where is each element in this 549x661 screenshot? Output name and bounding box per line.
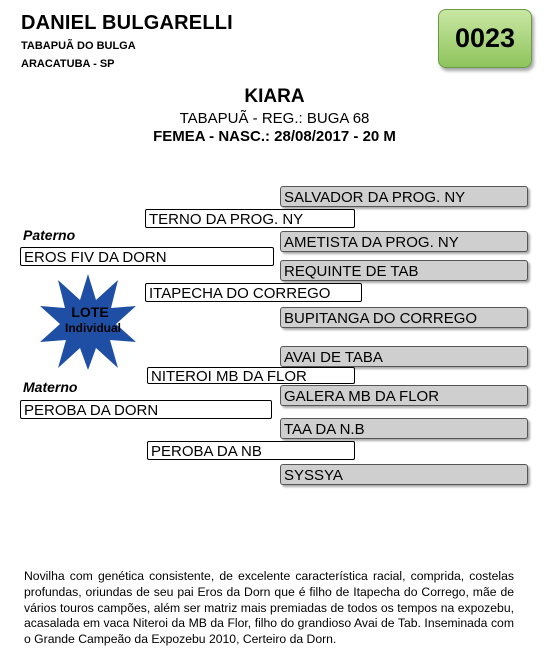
owner-city: ARACATUBA - SP <box>21 58 115 70</box>
lot-number-badge: 0023 <box>438 9 532 68</box>
dam-dam-box: PEROBA DA NB <box>147 441 355 460</box>
sire-sire-dam-box: AMETISTA DA PROG. NY <box>280 231 528 252</box>
paterno-label: Paterno <box>23 227 76 243</box>
dam-dam-sire-box: TAA DA N.B <box>280 418 528 439</box>
sire-box: EROS FIV DA DORN <box>20 247 274 266</box>
owner-name: DANIEL BULGARELLI <box>21 12 233 34</box>
badge-line1: LOTE <box>71 304 109 320</box>
sire-sire-box: TERNO DA PROG. NY <box>145 209 355 228</box>
animal-name: KIARA <box>244 86 305 107</box>
dam-sire-box: NITEROI MB DA FLOR <box>147 367 355 384</box>
badge-line2: Individual <box>64 321 122 335</box>
dam-box: PEROBA DA DORN <box>20 400 272 419</box>
lote-individual-star-badge <box>38 272 138 372</box>
animal-description: Novilha com genética consistente, de excelente característica racial, comprida, costelas profundas, oriundas de seu pai Eros da Dorn que é filho de Itapecha do Corrego, mãe de vários touros campões, além ser matriz mais premiadas de todos os tempos na expozebu, acasalada em vaca Niteroi da MB da Flor, filho do grandioso Avai de Tab. Inseminada com o Grande Campeão da Expozebu 2010, Certeiro da Dorn. <box>24 569 514 647</box>
sire-sire-sire-box: SALVADOR DA PROG. NY <box>280 186 528 207</box>
sire-dam-sire-box: REQUINTE DE TAB <box>280 260 528 281</box>
materno-label: Materno <box>23 379 78 395</box>
dam-sire-dam-box: GALERA MB DA FLOR <box>280 385 528 406</box>
dam-dam-dam-box: SYSSYA <box>280 464 528 485</box>
owner-farm: TABAPUÃ DO BULGA <box>21 40 136 52</box>
dam-sire-sire-box: AVAI DE TABA <box>280 346 528 367</box>
sire-dam-dam-box: BUPITANGA DO CORREGO <box>280 307 528 328</box>
animal-info: FEMEA - NASC.: 28/08/2017 - 20 M <box>153 128 396 145</box>
animal-breed-reg: TABAPUÃ - REG.: BUGA 68 <box>179 110 370 127</box>
sire-dam-box: ITAPECHA DO CORREGO <box>145 283 362 302</box>
